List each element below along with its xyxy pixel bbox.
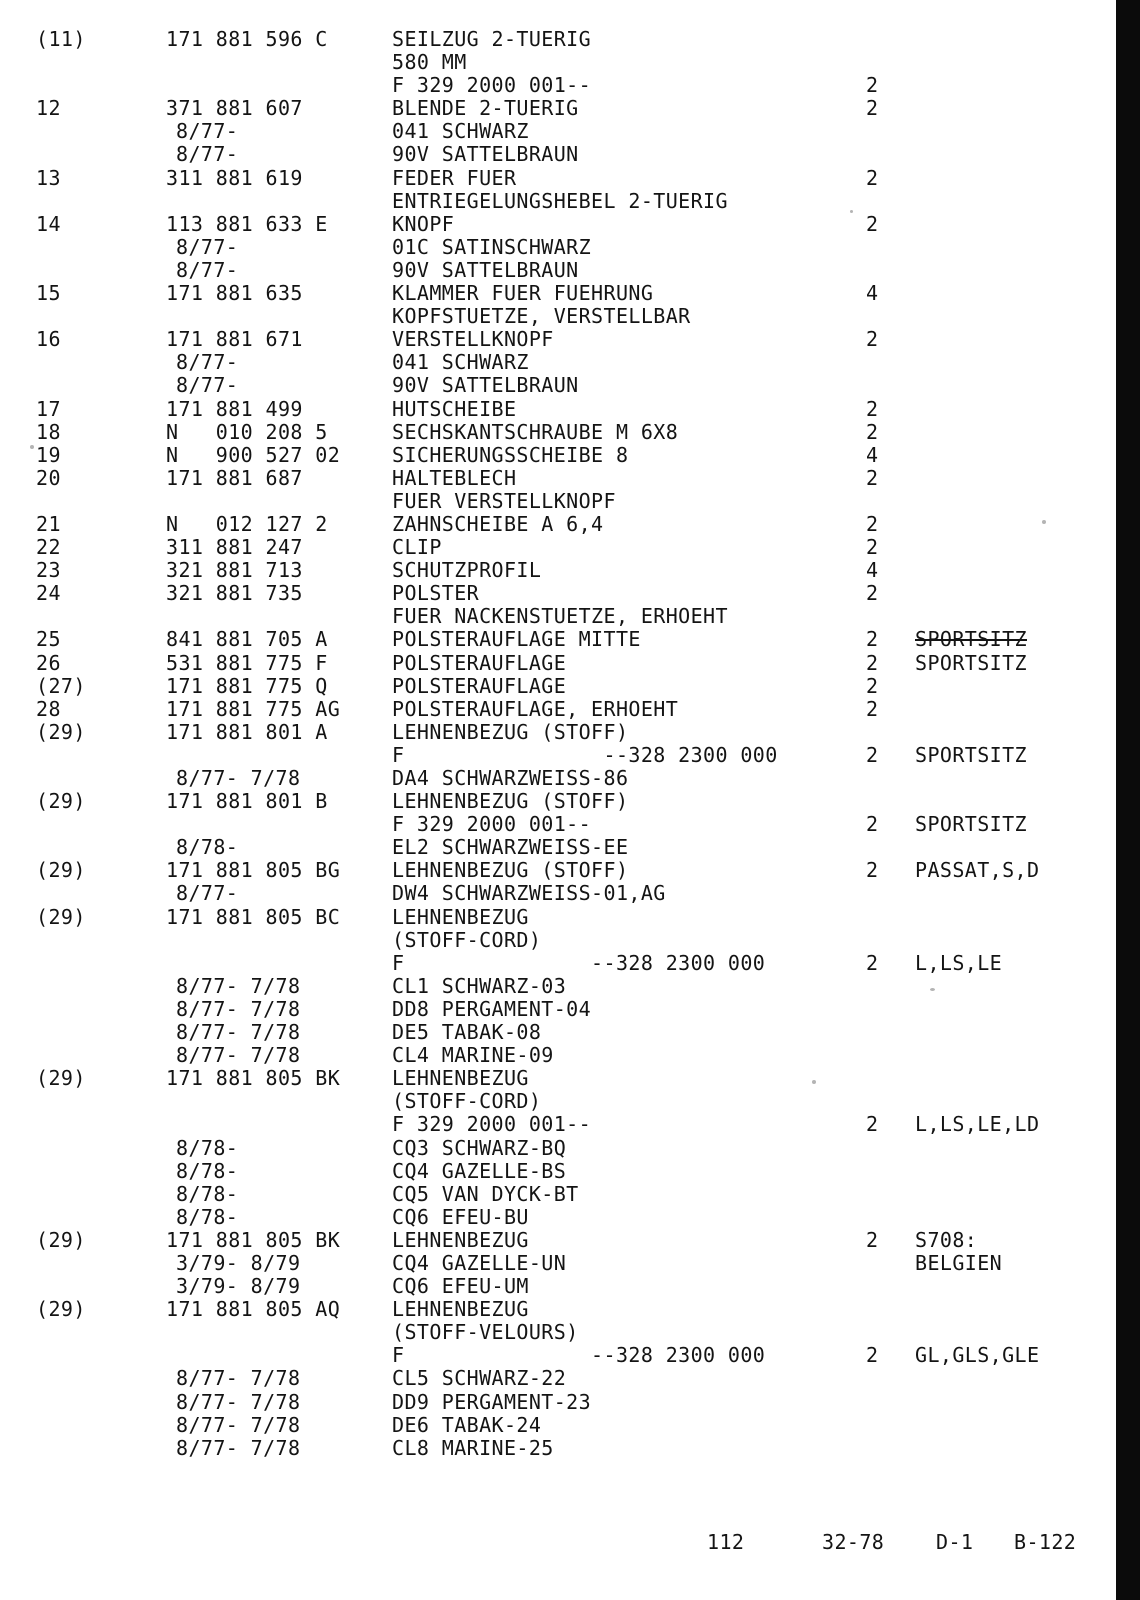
catalog-line: [0, 143, 1116, 166]
part-number: 321 881 713: [166, 558, 303, 583]
description: POLSTER: [392, 581, 480, 606]
description: DD9 PERGAMENT-23: [392, 1389, 592, 1414]
description: CQ6 EFEU-BU: [392, 1204, 529, 1229]
scan-speck: [930, 988, 935, 991]
description: LEHNENBEZUG (STOFF): [392, 858, 629, 883]
description: F 329 2000 001--: [392, 73, 592, 98]
model-note: SPORTSITZ: [915, 812, 1027, 837]
scan-speck: [1042, 520, 1046, 524]
catalog-line: [0, 1252, 1116, 1275]
position-number: (29): [36, 1297, 86, 1322]
catalog-line: [0, 1113, 1116, 1136]
date-range: 8/78-: [176, 1158, 239, 1183]
scan-speck: [30, 445, 34, 449]
part-number: 171 881 671: [166, 327, 303, 352]
catalog-line: [0, 1183, 1116, 1206]
date-range: 8/77- 7/78: [176, 973, 301, 998]
part-number: 171 881 805 BK: [166, 1066, 341, 1091]
catalog-line: [0, 51, 1116, 74]
date-range: 8/77- 7/78: [176, 1043, 301, 1068]
catalog-line: [0, 490, 1116, 513]
part-number: 841 881 705 A: [166, 627, 328, 652]
catalog-line: [0, 398, 1116, 421]
description: SEILZUG 2-TUERIG: [392, 27, 592, 51]
catalog-line: [0, 1367, 1116, 1390]
description: FEDER FUER: [392, 165, 517, 190]
catalog-line: [0, 351, 1116, 374]
description: 01C SATINSCHWARZ: [392, 234, 592, 259]
model-note: PASSAT,S,D: [915, 858, 1040, 883]
position-number: 26: [36, 650, 61, 675]
model-note: L,LS,LE: [915, 950, 1003, 975]
description: 90V SATTELBRAUN: [392, 142, 579, 167]
description: KNOPF: [392, 211, 455, 236]
description: DD8 PERGAMENT-04: [392, 996, 592, 1021]
date-range: 8/77-: [176, 373, 239, 398]
part-number: 171 881 805 BK: [166, 1227, 341, 1252]
quantity: 2: [866, 211, 879, 236]
date-range: 8/77- 7/78: [176, 1435, 301, 1460]
quantity: 2: [866, 73, 879, 98]
catalog-line: [0, 1344, 1116, 1367]
scan-speck: [812, 1080, 816, 1084]
part-number: 171 881 775 AG: [166, 696, 341, 721]
position-number: 16: [36, 327, 61, 352]
catalog-line: [0, 1206, 1116, 1229]
description: VERSTELLKNOPF: [392, 327, 554, 352]
catalog-line: [0, 559, 1116, 582]
catalog-line: [0, 744, 1116, 767]
part-number: 171 881 805 AQ: [166, 1297, 341, 1322]
description: KLAMMER FUER FUEHRUNG: [392, 281, 654, 306]
description: LEHNENBEZUG: [392, 1297, 529, 1322]
catalog-line: [0, 97, 1116, 120]
date-range: 8/77-: [176, 881, 239, 906]
quantity: 2: [866, 465, 879, 490]
description: LEHNENBEZUG (STOFF): [392, 719, 629, 744]
part-number: 171 881 635: [166, 281, 303, 306]
description: FUER NACKENSTUETZE, ERHOEHT: [392, 604, 728, 629]
date-range: 3/79- 8/79: [176, 1250, 301, 1275]
position-number: (29): [36, 789, 86, 814]
catalog-line: [0, 213, 1116, 236]
catalog-line: [0, 120, 1116, 143]
description: SECHSKANTSCHRAUBE M 6X8: [392, 419, 679, 444]
catalog-line: [0, 1160, 1116, 1183]
position-number: 14: [36, 211, 61, 236]
position-number: 15: [36, 281, 61, 306]
description: (STOFF-CORD): [392, 1089, 542, 1114]
part-number: 171 881 805 BG: [166, 858, 341, 883]
catalog-line: [0, 929, 1116, 952]
part-number: 311 881 619: [166, 165, 303, 190]
quantity: 2: [866, 627, 879, 652]
description: HALTEBLECH: [392, 465, 517, 490]
description: LEHNENBEZUG: [392, 1227, 529, 1252]
quantity: 2: [866, 96, 879, 121]
part-number: 171 881 801 B: [166, 789, 328, 814]
quantity: 2: [866, 581, 879, 606]
description: CQ4 GAZELLE-UN: [392, 1250, 567, 1275]
quantity: 2: [866, 165, 879, 190]
date-range: 8/77-: [176, 234, 239, 259]
description: DW4 SCHWARZWEISS-01,AG: [392, 881, 666, 906]
catalog-line: [0, 1067, 1116, 1090]
position-number: 13: [36, 165, 61, 190]
catalog-line: [0, 790, 1116, 813]
catalog-line: [0, 421, 1116, 444]
description: BLENDE 2-TUERIG: [392, 96, 579, 121]
part-number: 171 881 805 BC: [166, 904, 341, 929]
description: ZAHNSCHEIBE A 6,4: [392, 511, 604, 536]
description: EL2 SCHWARZWEISS-EE: [392, 835, 629, 860]
catalog-line: [0, 190, 1116, 213]
description: DA4 SCHWARZWEISS-86: [392, 766, 629, 790]
quantity: 2: [866, 812, 879, 837]
description: LEHNENBEZUG (STOFF): [392, 789, 629, 814]
position-number: 23: [36, 558, 61, 583]
date-range: 8/77-: [176, 350, 239, 375]
catalog-line: [0, 605, 1116, 628]
description: CQ5 VAN DYCK-BT: [392, 1181, 579, 1206]
catalog-line: [0, 721, 1116, 744]
catalog-line: [0, 444, 1116, 467]
description: CL1 SCHWARZ-03: [392, 973, 567, 998]
description: CL4 MARINE-09: [392, 1043, 554, 1068]
model-note: SPORTSITZ: [915, 627, 1027, 652]
catalog-line: [0, 1391, 1116, 1414]
description: FUER VERSTELLKNOPF: [392, 488, 616, 513]
parts-list: [0, 28, 1116, 1460]
position-number: (29): [36, 1066, 86, 1091]
catalog-line: [0, 628, 1116, 651]
catalog-line: [0, 513, 1116, 536]
description: CL5 SCHWARZ-22: [392, 1366, 567, 1391]
catalog-line: [0, 74, 1116, 97]
catalog-line: [0, 836, 1116, 859]
model-note: SPORTSITZ: [915, 650, 1027, 675]
model-note: L,LS,LE,LD: [915, 1112, 1040, 1137]
date-range: 8/78-: [176, 835, 239, 860]
date-range: 8/78-: [176, 1181, 239, 1206]
position-number: 25: [36, 627, 61, 652]
model-note: SPORTSITZ: [915, 742, 1027, 767]
date-range: 8/77- 7/78: [176, 766, 301, 790]
description: CL8 MARINE-25: [392, 1435, 554, 1460]
catalog-line: [0, 282, 1116, 305]
part-number: 171 881 499: [166, 396, 303, 421]
description: POLSTERAUFLAGE, ERHOEHT: [392, 696, 679, 721]
catalog-line: [0, 374, 1116, 397]
quantity: 2: [866, 1343, 879, 1368]
position-number: 22: [36, 535, 61, 560]
catalog-line: [0, 675, 1116, 698]
description: ENTRIEGELUNGSHEBEL 2-TUERIG: [392, 188, 728, 213]
catalog-line: [0, 1044, 1116, 1067]
catalog-line: [0, 236, 1116, 259]
chassis-range: F --328 2300 000: [392, 950, 766, 975]
description: DE5 TABAK-08: [392, 1020, 542, 1045]
part-number: 171 881 596 C: [166, 27, 328, 51]
catalog-line: [0, 859, 1116, 882]
description: 90V SATTELBRAUN: [392, 373, 579, 398]
position-number: (29): [36, 858, 86, 883]
quantity: 2: [866, 1227, 879, 1252]
date-range: 8/77-: [176, 119, 239, 144]
part-number: 321 881 735: [166, 581, 303, 606]
catalog-line: [0, 1414, 1116, 1437]
catalog-line: [0, 259, 1116, 282]
scan-edge-bar: [1116, 0, 1140, 1600]
date-range: 8/78-: [176, 1135, 239, 1160]
quantity: 2: [866, 673, 879, 698]
catalog-line: [0, 1090, 1116, 1113]
quantity: 4: [866, 442, 879, 467]
date-range: 8/77- 7/78: [176, 1020, 301, 1045]
model-note: S708:: [915, 1227, 978, 1252]
scan-speck: [850, 210, 853, 213]
description: POLSTERAUFLAGE MITTE: [392, 627, 641, 652]
catalog-line: [0, 1229, 1116, 1252]
chassis-range: F 329 2000 001--: [392, 1112, 592, 1137]
position-number: (11): [36, 27, 86, 51]
quantity: 2: [866, 696, 879, 721]
catalog-line: [0, 536, 1116, 559]
catalog-line: [0, 652, 1116, 675]
footer-page-number: 112: [707, 1530, 745, 1554]
date-range: 8/77- 7/78: [176, 1389, 301, 1414]
part-number: 371 881 607: [166, 96, 303, 121]
catalog-line: [0, 467, 1116, 490]
model-note: BELGIEN: [915, 1250, 1003, 1275]
description: LEHNENBEZUG: [392, 904, 529, 929]
quantity: 2: [866, 950, 879, 975]
description: CLIP: [392, 535, 442, 560]
footer-edition: 32-78: [822, 1530, 885, 1554]
position-number: 19: [36, 442, 61, 467]
description: (STOFF-CORD): [392, 927, 542, 952]
part-number: N 012 127 2: [166, 511, 328, 536]
catalog-line: [0, 906, 1116, 929]
description: POLSTERAUFLAGE: [392, 673, 567, 698]
description: KOPFSTUETZE, VERSTELLBAR: [392, 304, 691, 329]
description: 580 MM: [392, 50, 467, 75]
description: 041 SCHWARZ: [392, 350, 529, 375]
catalog-line: [0, 1321, 1116, 1344]
quantity: 2: [866, 327, 879, 352]
model-note: GL,GLS,GLE: [915, 1343, 1040, 1368]
description: HUTSCHEIBE: [392, 396, 517, 421]
description: CQ6 EFEU-UM: [392, 1274, 529, 1299]
catalog-line: [0, 813, 1116, 836]
quantity: 2: [866, 742, 879, 767]
quantity: 2: [866, 511, 879, 536]
description: 041 SCHWARZ: [392, 119, 529, 144]
date-range: 8/77- 7/78: [176, 1366, 301, 1391]
date-range: 8/77- 7/78: [176, 1412, 301, 1437]
footer-section: B-122: [1014, 1530, 1077, 1554]
footer-group: D-1: [936, 1530, 974, 1554]
quantity: 2: [866, 1112, 879, 1137]
position-number: (29): [36, 719, 86, 744]
description: CQ3 SCHWARZ-BQ: [392, 1135, 567, 1160]
description: DE6 TABAK-24: [392, 1412, 542, 1437]
catalog-line: [0, 1437, 1116, 1460]
date-range: 3/79- 8/79: [176, 1274, 301, 1299]
chassis-range: F 329 2000 001--: [392, 812, 592, 837]
chassis-range: F --328 2300 000: [392, 1343, 766, 1368]
date-range: 8/77- 7/78: [176, 996, 301, 1021]
description: 90V SATTELBRAUN: [392, 257, 579, 282]
catalog-line: [0, 1298, 1116, 1321]
description: SCHUTZPROFIL: [392, 558, 542, 583]
date-range: 8/77-: [176, 257, 239, 282]
part-number: N 900 527 02: [166, 442, 341, 467]
catalog-line: [0, 998, 1116, 1021]
position-number: (27): [36, 673, 86, 698]
position-number: 21: [36, 511, 61, 536]
catalog-line: [0, 328, 1116, 351]
catalog-line: [0, 767, 1116, 790]
catalog-line: [0, 305, 1116, 328]
position-number: 20: [36, 465, 61, 490]
date-range: 8/77-: [176, 142, 239, 167]
position-number: 28: [36, 696, 61, 721]
part-number: 311 881 247: [166, 535, 303, 560]
part-number: 531 881 775 F: [166, 650, 328, 675]
description: POLSTERAUFLAGE: [392, 650, 567, 675]
date-range: 8/78-: [176, 1204, 239, 1229]
position-number: 24: [36, 581, 61, 606]
catalog-line: [0, 582, 1116, 605]
catalog-line: [0, 28, 1116, 51]
position-number: (29): [36, 1227, 86, 1252]
catalog-line: [0, 952, 1116, 975]
part-number: N 010 208 5: [166, 419, 328, 444]
part-number: 171 881 687: [166, 465, 303, 490]
description: CQ4 GAZELLE-BS: [392, 1158, 567, 1183]
position-number: 12: [36, 96, 61, 121]
position-number: 18: [36, 419, 61, 444]
quantity: 2: [866, 535, 879, 560]
catalog-line: [0, 1137, 1116, 1160]
catalog-line: [0, 698, 1116, 721]
catalog-line: [0, 975, 1116, 998]
quantity: 4: [866, 281, 879, 306]
description: SICHERUNGSSCHEIBE 8: [392, 442, 629, 467]
catalog-line: [0, 1275, 1116, 1298]
chassis-range: F --328 2300 000: [392, 742, 778, 767]
description: (STOFF-VELOURS): [392, 1320, 579, 1345]
part-number: 171 881 801 A: [166, 719, 328, 744]
quantity: 2: [866, 858, 879, 883]
description: LEHNENBEZUG: [392, 1066, 529, 1091]
quantity: 2: [866, 396, 879, 421]
part-number: 113 881 633 E: [166, 211, 328, 236]
position-number: (29): [36, 904, 86, 929]
catalog-line: [0, 1021, 1116, 1044]
part-number: 171 881 775 Q: [166, 673, 328, 698]
quantity: 2: [866, 650, 879, 675]
quantity: 2: [866, 419, 879, 444]
quantity: 4: [866, 558, 879, 583]
catalog-line: [0, 882, 1116, 905]
position-number: 17: [36, 396, 61, 421]
catalog-line: [0, 167, 1116, 190]
